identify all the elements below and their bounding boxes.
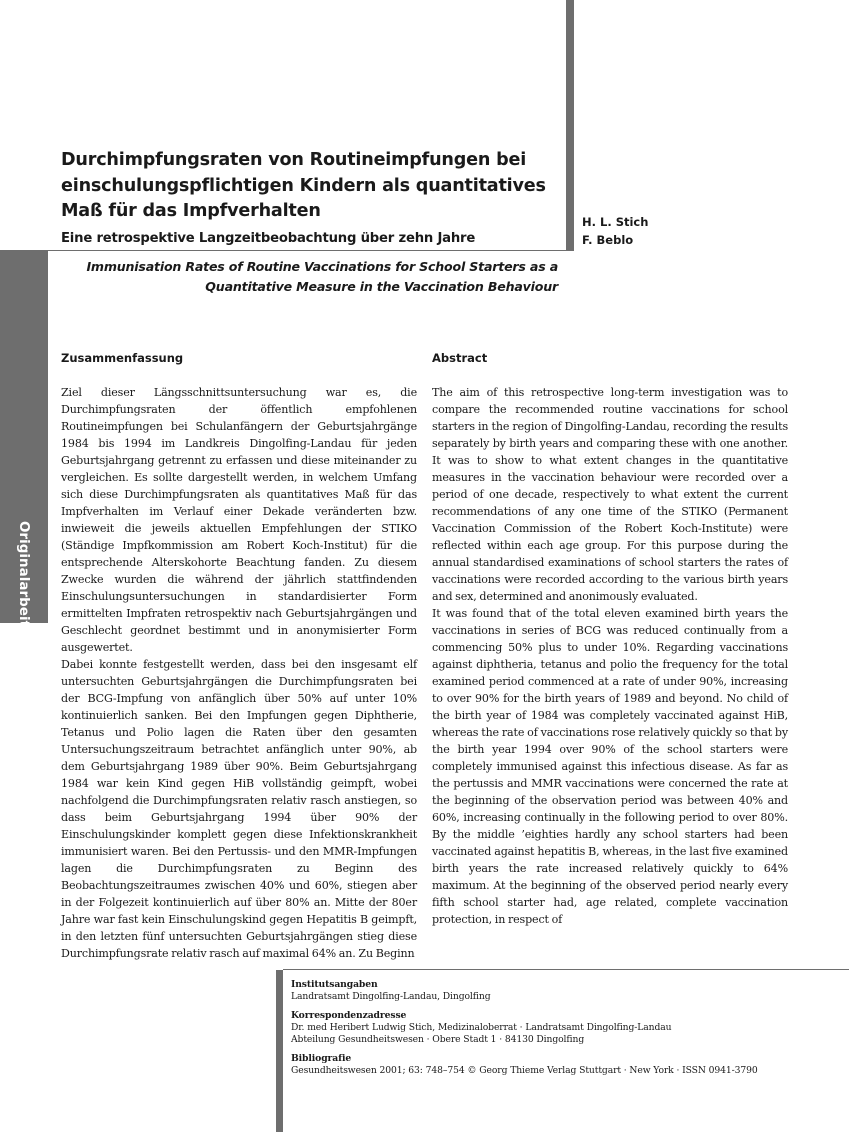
zusammenfassung-section xyxy=(61,350,417,962)
korrespondenz-line-1: Dr. med Heribert Ludwig Stich, Medizinaloberrat · Landratsamt Dingolfing-Landau xyxy=(291,1022,672,1033)
author-2: F. Beblo xyxy=(582,233,634,247)
info-vertical-rule xyxy=(276,970,283,1132)
zusammenfassung-paragraph-1: Ziel dieser Längsschnittsuntersuchung war es, die Durchimpfungsraten der öffentlich empfohlenen Routineimpfungen bei Schulanfängern der Geburtsjahrgänge 1984 bis 1994 im Landkreis Dingolfing-Landau für jeden Geburtsjahrgang getrennt zu erfassen und diese miteinander zu vergleichen. Es sollte dargestellt werden, in welchem Umfang sich diese Durchimpfungsraten als quantitatives Maß für das Impfverhalten im Verlauf einer Dekade veränderten bzw. inwieweit die jeweils aktuellen Empfehlungen der STIKO (Ständige Impfkommission am Robert Koch-Institut) für die entsprechende Alterskohorte Beachtung fanden. Zu diesem Zwecke wurden die während der jährlich stattfindenden Einschulungsuntersuchungen in standardisierter Form ermittelten Impfraten retrospektiv nach Geburtsjahrgängen und Geschlecht geordnet bestimmt und in anonymisierter Form ausgewertet. xyxy=(61,386,417,654)
bibliografie-text: Gesundheitswesen 2001; 63: 748–754 © Georg Thieme Verlag Stuttgart · New York · ISSN 0941-3790 xyxy=(291,1065,758,1076)
info-top-rule xyxy=(283,969,849,970)
article-subtitle: Eine retrospektive Langzeitbeobachtung über zehn Jahre xyxy=(61,231,476,246)
zusammenfassung-heading: Zusammenfassung xyxy=(61,351,184,365)
section-side-tab xyxy=(0,251,48,857)
zusammenfassung-paragraph-2: Dabei konnte festgestellt werden, dass bei den insgesamt elf untersuchten Geburtsjahrgängen die Durchimpfungsraten bei der BCG-Impfung von anfänglich über 50% auf unter 10% kontinuierlich sanken. Bei den Impfungen gegen Diphtherie, Tetanus und Polio lagen die Raten über den gesamten Untersuchungszeitraum betrachtet anfänglich unter 90%, ab dem Geburtsjahrgang 1989 über 90%. Beim Geburtsjahrgang 1984 war kein Kind gegen HiB vollständig geimpft, wobei nachfolgend die Durchimpfungsraten relativ rasch anstiegen, so dass beim Geburtsjahrgang 1994 über 90% der Einschulungskinder komplett gegen diese Infektionskrankheit immunisiert waren. Bei den Pertussis- und den MMR-Impfungen lagen die Durchimpfungsraten zu Beginn des Beobachtungszeitraumes zwischen 40% und 60%, stiegen aber in der Folgezeit kontinuierlich auf über 80% an. Mitte der 80er Jahre war fast kein Einschulungskind gegen Hepatitis B geimpft, in den letzten fünf untersuchten Geburtsjahrgängen stieg diese Durchimpfungsrate relativ rasch auf maximal 64% an. Zu Beginn xyxy=(61,658,417,960)
abstract-body xyxy=(432,384,788,928)
article-info-box xyxy=(291,979,831,1084)
abstract-section xyxy=(432,350,788,928)
abstract-paragraph-1: The aim of this retrospective long-term investigation was to compare the recommended routine vaccinations for school starters in the region of Dingolfing-Landau, recording the results separately by birth years and comparing these with one another. It was to show to what extent changes in the quantitative measures in the vaccination behaviour were recorded over a period of one decade, respectively to what extent the current recommendations of any one time of the STIKO (Permanent Vaccination Commission of the Robert Koch-Institute) were reflected within each age group. For this purpose during the annual standardised examinations of school starters the rates of vaccinations were recorded according to the various birth years and sex, determined and anonimously evaluated. xyxy=(432,386,788,603)
korrespondenz-label: Korrespondenzadresse xyxy=(291,1010,407,1021)
zusammenfassung-body xyxy=(61,384,417,962)
korrespondenz-line-2: Abteilung Gesundheitswesen · Obere Stadt 1 · 84130 Dingolfing xyxy=(291,1034,585,1045)
english-title: Immunisation Rates of Routine Vaccinations for School Starters as a Quantitative Measure in the Vaccination Behaviour xyxy=(86,259,558,294)
page-number: 748 xyxy=(12,844,36,857)
abstract-heading: Abstract xyxy=(432,351,488,365)
abstract-paragraph-2: It was found that of the total eleven examined birth years the vaccinations in series of BCG was reduced continually from a commencing 50% plus to under 10%. Regarding vaccinations against diphtheria, tetanus and polio the frequency for the total examined period commenced at a rate of under 90%, increasing to over 90% for the birth years of 1989 and beyond. No child of the birth year of 1984 was completely vaccinated against HiB, whereas the rate of vaccinations rose relatively quickly so that by the birth year 1994 over 90% of the school starters were completely immunised against this infectious disease. As far as the pertussis and MMR vaccinations were concerned the rate at the beginning of the observation period was between 40% and 60%, increasing continually in the following period to over 80%. By the middle ’eighties hardly any school starters had been vaccinated against hepatitis B, whereas, in the last five examined birth years the rate increased relatively quickly to 64% maximum. At the beginning of the observed period nearly every fifth school starter had, age related, complete vaccination protection, in respect of xyxy=(432,607,788,926)
author-1: H. L. Stich xyxy=(582,215,649,229)
bibliografie-label: Bibliografie xyxy=(291,1053,352,1064)
header-vertical-rule xyxy=(566,0,574,250)
institut-label: Institutsangaben xyxy=(291,979,378,990)
title-underline-rule xyxy=(0,250,574,251)
institut-text: Landratsamt Dingolfing-Landau, Dingolfing xyxy=(291,991,491,1002)
article-title: Durchimpfungsraten von Routineimpfungen bei einschulungspflichtigen Kindern als quantitatives Maß für das Impfverhalten xyxy=(61,150,546,221)
section-label: Originalarbeit xyxy=(16,520,32,628)
